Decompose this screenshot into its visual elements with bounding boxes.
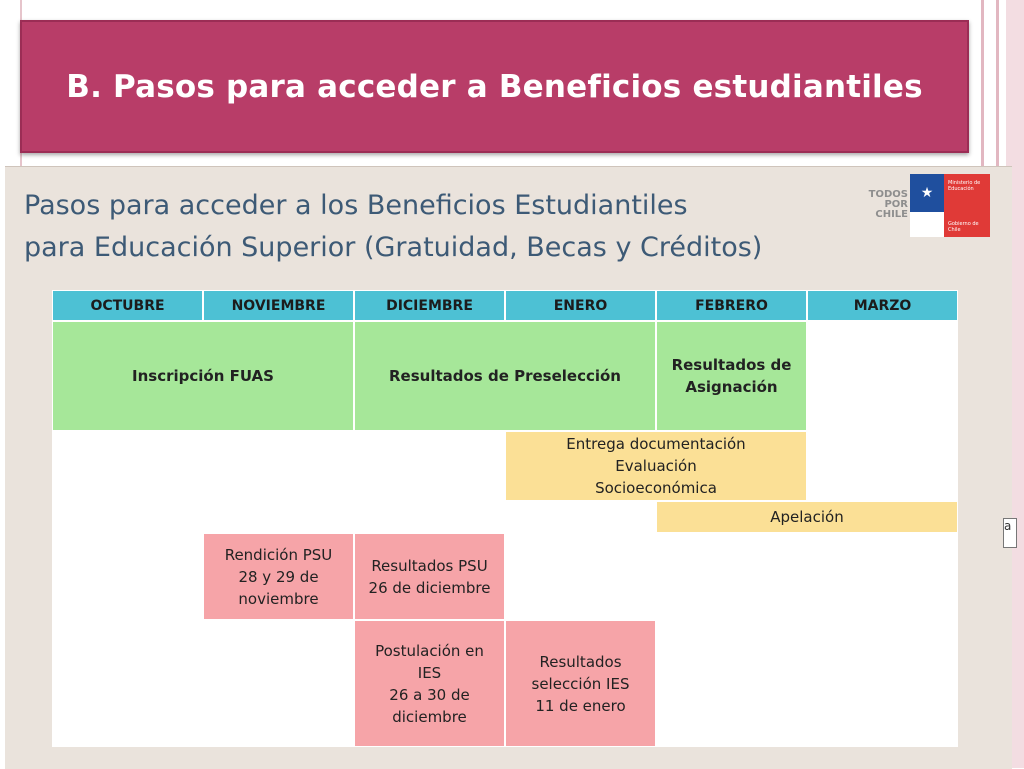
step-resultados-seleccion-ies: [505, 620, 656, 747]
step-label-line: Resultados: [539, 652, 622, 671]
slide-header: [20, 20, 969, 153]
step-label-line: 26 de diciembre: [368, 578, 491, 597]
step-label-line: Postulación en: [375, 641, 484, 660]
panel-title: [24, 185, 762, 269]
month-header-marzo: MARZO: [807, 290, 958, 321]
step-apelacion: [656, 501, 958, 533]
step-label-line: Rendición PSU: [224, 545, 333, 564]
slide-title: B. Pasos para acceder a Beneficios estudiantiles: [66, 68, 923, 105]
star-icon: ★: [910, 174, 944, 212]
ministry-name: Ministerio de Educación: [948, 180, 981, 192]
step-label-line: Resultados PSU: [371, 556, 488, 575]
timeline-table: [52, 290, 958, 747]
step-label: Apelación: [770, 508, 844, 526]
step-label-line: diciembre: [392, 707, 467, 726]
step-label: Resultados de Preselección: [389, 367, 621, 385]
ministry-logo: [910, 174, 990, 237]
panel-title-line-1: Pasos para acceder a los Beneficios Estudiantiles: [24, 190, 688, 221]
step-label-line: 11 de enero: [535, 696, 626, 715]
logo-text-line: POR: [884, 199, 908, 210]
todos-por-chile-logo: [862, 190, 908, 220]
month-header-noviembre: NOVIEMBRE: [203, 290, 354, 321]
month-header-diciembre: DICIEMBRE: [354, 290, 505, 321]
step-entrega-documentacion: [505, 431, 807, 501]
panel-title-line-2: para Educación Superior (Gratuidad, Becas y Créditos): [24, 232, 763, 263]
step-resultados-psu: [354, 533, 505, 620]
government-name: Gobierno de Chile: [948, 221, 979, 233]
step-label-line: Resultados de: [671, 356, 792, 374]
logo-text-line: TODOS: [868, 189, 908, 200]
step-inscripcion-fuas: [52, 321, 354, 431]
step-resultados-preseleccion: [354, 321, 656, 431]
clipped-text-box: [1003, 518, 1017, 548]
step-rendicion-psu: [203, 533, 354, 620]
month-header-febrero: FEBRERO: [656, 290, 807, 321]
step-label-line: 28 y 29 de: [238, 567, 319, 586]
step-label-line: selección IES: [531, 674, 630, 693]
step-postulacion-ies: [354, 620, 505, 747]
step-label-line: Asignación: [685, 378, 778, 396]
step-label-line: IES: [417, 663, 442, 682]
step-label-line: Socioeconómica: [595, 479, 717, 497]
month-header-octubre: OCTUBRE: [52, 290, 203, 321]
month-header-enero: ENERO: [505, 290, 656, 321]
logo-text-line: CHILE: [875, 209, 908, 220]
step-label-line: noviembre: [238, 589, 319, 608]
step-label: Inscripción FUAS: [132, 367, 274, 385]
clipped-text: a: [1004, 519, 1012, 533]
step-label-line: 26 a 30 de: [389, 685, 470, 704]
step-label-line: Evaluación: [615, 457, 697, 475]
step-resultados-asignacion: [656, 321, 807, 431]
step-label-line: Entrega documentación: [566, 435, 746, 453]
